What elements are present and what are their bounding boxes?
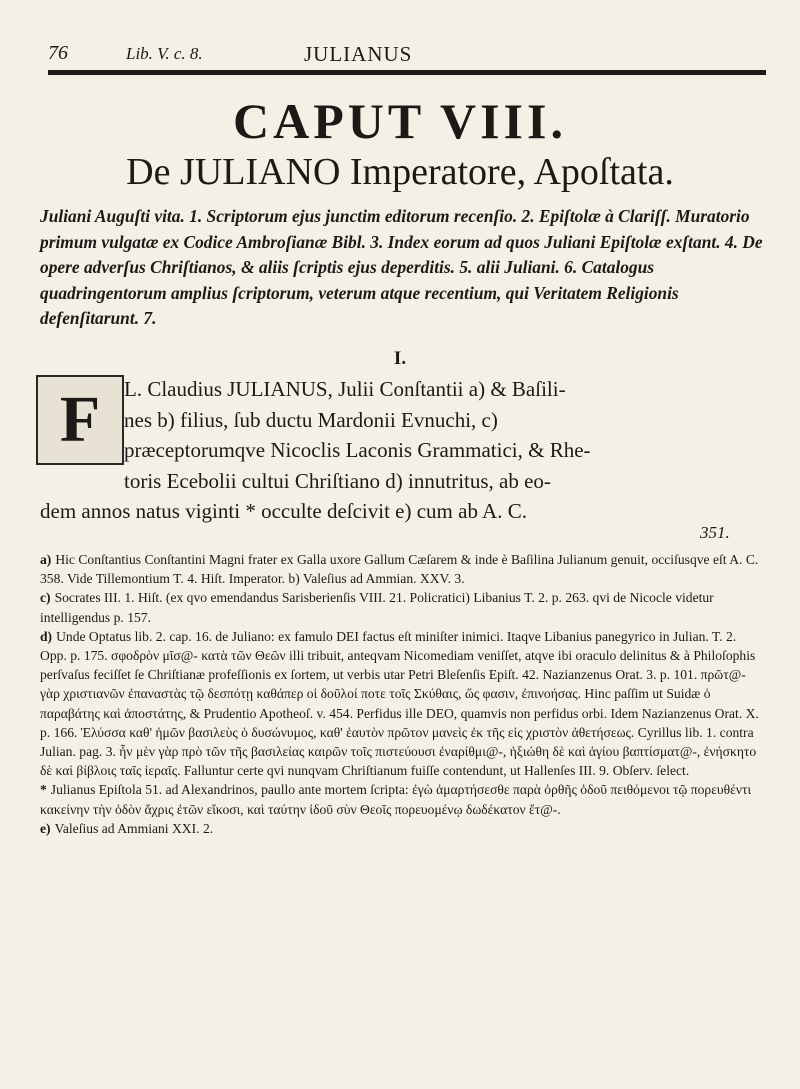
body-line: præceptorumqve Nicoclis Laconis Grammatici, & Rhe- xyxy=(124,438,591,462)
body-line: nes b) filius, ſub ductu Mardonii Evnuchi, c) xyxy=(124,407,498,432)
footnote xyxy=(40,627,766,781)
chapter-summary: Juliani Auguſti vita. 1. Scriptorum ejus junctim editorum recenſio. 2. Epiſtolæ à Clariſſ. Muratorio primum vulgatæ ex Codice Ambroſianæ Bibl. 3. Index eorum ad quos Juliani Epiſtolæ exſtant. 4. De opere adverſus Chriſtianos, & aliis ſcriptis ejus deperditis. 5. alii Juliani. 6. Catalogus quadringentorum amplius ſcriptorum, veterum atque recentium, qui Veritatem Religionis defenſitarunt. 7. xyxy=(40,206,763,328)
running-header xyxy=(48,42,766,66)
footnote-label: e) xyxy=(40,820,51,836)
running-title: JULIANUS xyxy=(304,42,413,66)
footnote xyxy=(40,588,766,626)
footnote-text: Hic Conſtantius Conſtantini Magni frater ex Galla uxore Gallum Cæſarem & inde è Baſilina Julianum genuit, occiſusqve eſt A. C. 358. Vide Tillemontium T. 4. Hiſt. Imperator. b) Valeſius ad Ammian. XXV. 3. xyxy=(40,552,759,587)
catchword: 351. xyxy=(700,523,730,542)
footnote-label: c) xyxy=(40,590,51,606)
body-line: dem annos natus viginti * occulte deſcivit e) cum ab A. C. xyxy=(40,499,527,523)
footnote-label: a) xyxy=(40,552,52,567)
body-line: L. Claudius JULIANUS, Julii Conſtantii a) & Baſili- xyxy=(124,377,566,401)
page-number: 76 xyxy=(48,42,68,64)
main-paragraph xyxy=(40,374,766,527)
chapter-title: CAPUT VIII. xyxy=(233,93,567,149)
footnote-text: Socrates III. 1. Hiſt. (ex qvo emendandus Sarisberienſis VIII. 21. Policratici) Libanius T. 2. p. 263. qvi de Nicocle videtur intelligendus p. 157. xyxy=(40,590,714,625)
section-number: I. xyxy=(393,348,407,369)
header-rule xyxy=(48,70,766,75)
footnote xyxy=(40,550,766,588)
body-line: toris Ecebolii cultui Chriſtiano d) innutritus, ab eo- xyxy=(124,468,551,493)
footnote xyxy=(40,819,766,838)
footnote-text: Valeſius ad Ammiani XXI. 2. xyxy=(54,820,214,836)
footnote-text: Julianus Epiſtola 51. ad Alexandrinos, paullo ante mortem ſcripta: ἐγὼ ἀμαρτήσεσθε παρὰ ὀρθῆς ὁδοῦ πειθόμενοι τῷ πορευθέντι κακείνην τὴν ὁδὸν ἄχρις ἐτῶν εἴκοσι, καὶ ταύτην ἰδοῦ σὺν Θεοῖς πορευομένῳ δωδέκατον ἔτ@-. xyxy=(40,782,752,817)
chapter-subtitle: De JULIANO Imperatore, Apoſtata. xyxy=(126,151,674,193)
footnote-label: d) xyxy=(40,628,53,644)
footnotes xyxy=(40,550,766,838)
initial-letter: F xyxy=(59,383,101,456)
section-reference: Lib. V. c. 8. xyxy=(126,44,203,63)
footnote-text: Unde Optatus lib. 2. cap. 16. de Juliano: ex famulo DEI factus eſt miniſter inimici. Itaqve Libanius panegyrico in Julian. T. 2. Opp. p. 175. σφοδρὸν μῖσ@- κατὰ τῶν Θεῶν illi tribuit, anteqvam Nicomediam veniſſet, atqve ibi oraculo delinitus & à Philoſophis perſvaſus feciſſet ſe Chriſtianæ profeſſionis ex ſortem, ut verbis utar Petri Bleſenſis Epiſt. 42. Nazianzenus Orat. 3. p. 101. πρῶτ@- γὰρ χριστιανῶν ἐπαναστὰς τῷ δεσπότῃ καθάπερ οἱ δοῦλοί ποτε τοῖς Σκύθαις, ὥς φασιν, ἐπινοήσας. Hinc paſſim ut Suidæ ὁ παραβάτης καὶ ἀποστάτης, & Prudentio Apotheoſ. v. 454. Perfidus ille DEO, quamvis non perfidus orbi. Idem Nazianzenus Orat. X. p. 166. Ἐλύσσα καθ' ἡμῶν βασιλεὺς ὁ δυσώνυμος, καθ' ἑαυτὸν πρῶτον μανεὶς ἐκ τῆς εἰς χριστὸν ἀθετήσεως. Cyrillus lib. 1. contra Julian. pag. 3. ἦν μὲν γὰρ πρὸ τῶν τῆς βασιλείας καιρῶν τοῖς πιστεύουσι ἐναρίθμι@-, ἠξιώθη δὲ καὶ ἁγίου βαπτίσματ@-, ἐνήσκητο δὲ καὶ βίβλοις ταῖς ἱεραῖς. Falluntur certe qvi nunqvam Chriſtianum fuiſſe contendunt, ut Hallenſes III. 9. Obſerv. ſelect. xyxy=(40,628,759,779)
footnote xyxy=(40,780,766,818)
footnote-label: * xyxy=(40,782,47,798)
